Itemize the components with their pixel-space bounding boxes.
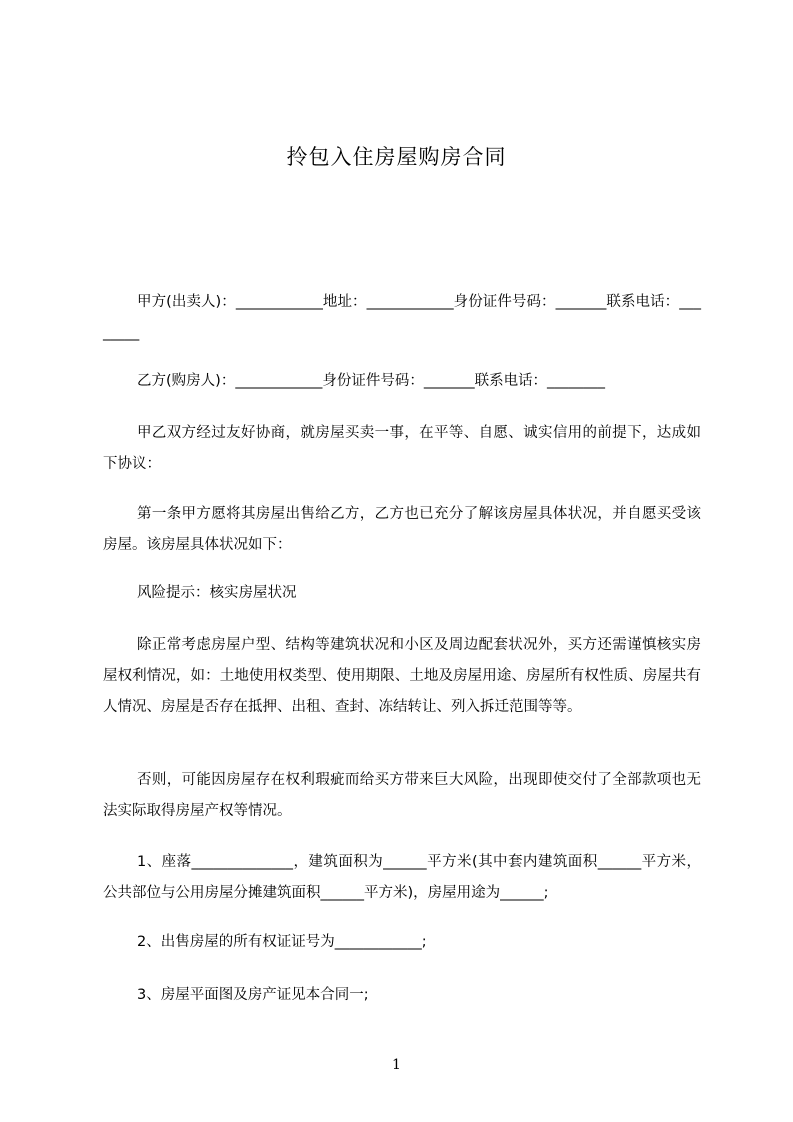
clause-floor-plan: 3、房屋平面图及房产证见本合同一; (137, 987, 369, 1003)
agreement-intro: 甲乙双方经过友好协商，就房屋买卖一事，在平等、自愿、诚实信用的前提下，达成如下协议： (103, 425, 701, 472)
party-a-info: 甲方(出卖人)：____________地址：____________身份证件号码：_______联系电话：________ (103, 294, 701, 341)
risk-notice-body: 除正常考虑房屋户型、结构等建筑状况和小区及周边配套状况外，买方还需谨慎核实房屋权利情况，如：土地使用权类型、使用期限、土地及房屋用途、房屋所有权性质、房屋共有人情况、房屋是否存在抵押、出租、查封、冻结转让、列入拆迁范围等等。 (103, 637, 701, 715)
page-number: 1 (392, 1057, 401, 1073)
risk-consequence: 否则，可能因房屋存在权利瑕疵而给买方带来巨大风险，出现即使交付了全部款项也无法实际取得房屋产权等情况。 (103, 772, 701, 819)
risk-notice-heading: 风险提示：核实房屋状况 (137, 585, 297, 601)
article-one: 第一条甲方愿将其房屋出售给乙方，乙方也已充分了解该房屋具体状况，并自愿买受该房屋。该房屋具体状况如下： (103, 506, 701, 553)
document-title: 拎包入住房屋购房合同 (286, 145, 507, 169)
clause-location: 1、座落______________，建筑面积为______平方米(其中套内建筑面积______平方米，公共部位与公用房屋分摊建筑面积______平方米)，房屋用途为______; (103, 854, 701, 901)
party-b-info: 乙方(购房人)：____________身份证件号码：_______联系电话：________ (137, 373, 606, 389)
clause-certificate-number: 2、出售房屋的所有权证证号为____________; (137, 934, 427, 950)
